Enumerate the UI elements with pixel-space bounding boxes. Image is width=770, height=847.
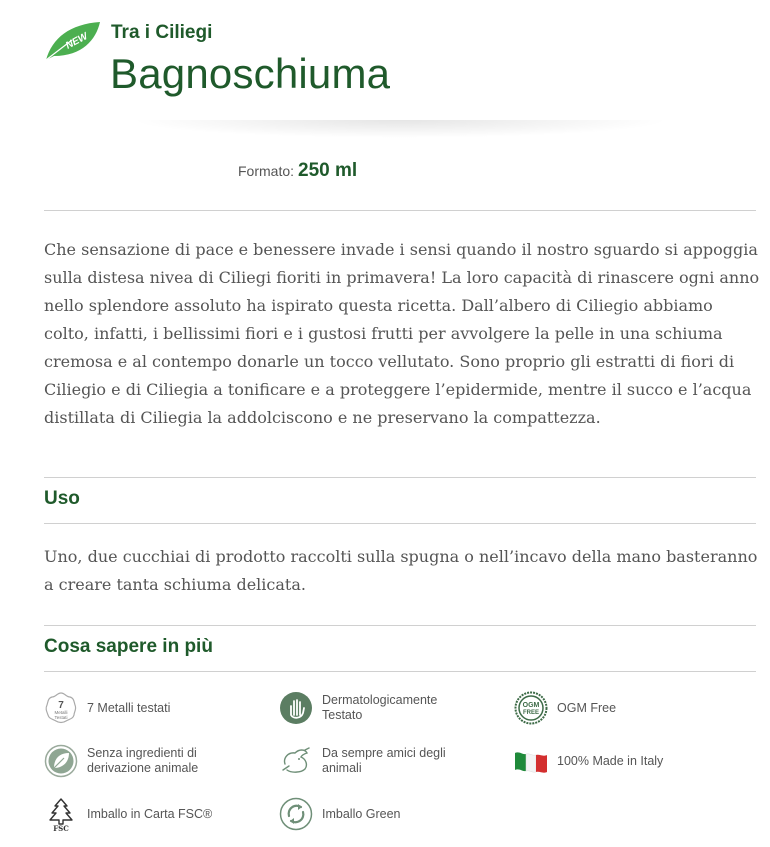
feature-item [44,797,212,831]
metalli-icon [44,691,78,725]
feature-item [514,691,616,725]
feature-item [279,797,401,831]
feature-item [44,691,237,725]
product-header [0,0,770,140]
product-line: Tra i Ciliegi [111,22,213,43]
format-label: Formato: [238,163,295,179]
new-leaf-icon [42,18,102,64]
feature-label: 7 Metalli testati [87,700,171,715]
fsc-tree-icon [44,797,78,831]
feature-label: Imballo in Carta FSC® [87,806,213,821]
format-row [238,160,357,182]
divider [44,210,756,211]
product-description: Che sensazione di pace e benessere invade i sensi quando il nostro sguardo si appoggia sulla distesa nivea di Ciliegi fioriti in primavera! La loro capacità di rinascere ogni anno nello splendore assoluto ha ispirato questa ricetta. Dall’albero di Ciliegio abbiamo colto, infatti, i bellissimi fiori e i gustosi frutti per avvolgere la pelle in una schiuma cremosa e al contempo donarle un tocco vellutato. Sono proprio gli estratti di fiori di Ciliegio e di Ciliegia a tonificare e a proteggere l’epidermide, mentre il succo e l’acqua distillata di Ciliegia la addolciscono e ne preservano la compattezza. [44,240,760,427]
leaf-vegan-icon [44,744,78,778]
feature-item [279,691,437,725]
svg-text:Metalli: Metalli [54,710,68,715]
feature-item [279,744,446,778]
feature-label: Dermatologicamente Testato [322,693,438,722]
feature-item [44,744,198,778]
info-title: Cosa sapere in più [44,636,213,657]
ogm-free-icon [514,691,548,725]
format-value[interactable]: 250 ml [298,160,358,181]
product-title: Bagnoschiuma [110,50,391,97]
divider [44,671,756,672]
bunny-cruelty-free-icon [279,744,313,778]
svg-text:7: 7 [58,700,64,711]
feature-label: Da sempre amici degli animali [322,746,446,775]
new-badge: NEW [63,31,90,52]
feature-label: Imballo Green [322,806,401,821]
svg-text:FSC: FSC [53,824,69,831]
italy-flag-icon [514,744,548,778]
divider [44,523,756,524]
uso-text: Uno, due cucchiai di prodotto raccolti sulla spugna o nell’incavo della mano basteranno a creare tanta schiuma delicata. [44,547,758,594]
dermatologically-tested-icon [279,691,313,725]
svg-text:Testati: Testati [54,715,68,720]
recycle-green-icon [279,797,313,831]
feature-label: OGM Free [557,700,617,715]
svg-text:OGM: OGM [522,702,540,709]
divider [44,625,756,626]
feature-label: Senza ingredienti di derivazione animale [87,746,199,775]
divider [44,477,756,478]
feature-label: 100% Made in Italy [557,753,664,768]
feature-item [514,744,663,778]
uso-title: Uso [44,488,80,509]
header-shadow [130,120,670,138]
svg-text:FREE: FREE [522,710,540,716]
